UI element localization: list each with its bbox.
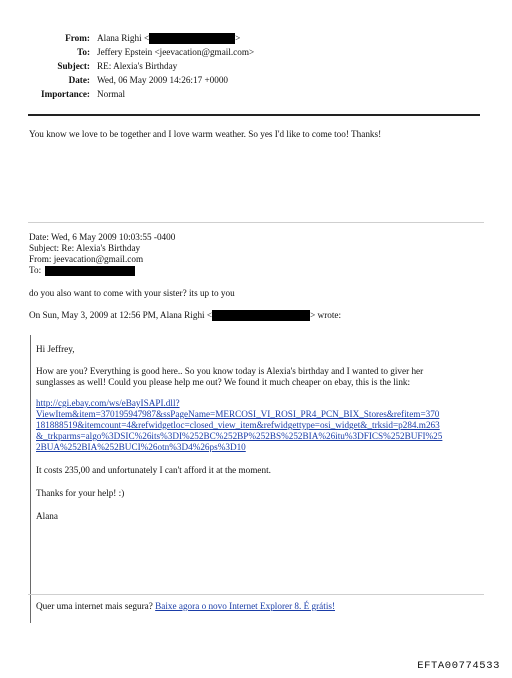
ad-line: Quer uma internet mais segura? Baixe agora o novo Internet Explorer 8. É grátis! [36,601,336,611]
quoted-divider [28,222,484,223]
wrote-line: On Sun, May 3, 2009 at 12:56 PM, Alana Righi < > wrote: [29,310,342,320]
header-divider [28,114,480,116]
header-from-value: Alana Righi < > [97,33,241,43]
cost-line: It costs 235,00 and unfortunately I can't afford it at the moment. [36,465,271,475]
header-subject-label: Subject: [57,61,90,71]
link-line[interactable]: &_trkparms=algo%3DSIC%26its%3DI%252BC%252BP%252BS%252BIA%26itu%3DFICS%252BUFI%25 [36,431,443,441]
greeting: Hi Jeffrey, [36,344,75,354]
header-subject-value: RE: Alexia's Birthday [97,61,178,71]
quoted-date: Date: Wed, 6 May 2009 10:03:55 -0400 [29,232,176,242]
header-importance-value: Normal [97,89,126,99]
link-line[interactable]: 2BUA%252BIA%252BUCI%26otn%3D4%26ps%3D10 [36,442,246,452]
quoted-body: do you also want to come with your sister? its up to you [29,288,235,298]
document-id: EFTA00774533 [417,660,500,672]
quoted-from: From: jeevacation@gmail.com [29,254,144,264]
ie8-download-link[interactable]: Baixe agora o novo Internet Explorer 8. É grátis! [155,601,336,611]
ad-divider [28,594,484,595]
quoted-to: To: [29,265,135,277]
reply-body: You know we love to be together and I love warm weather. So yes I'd like to come too! Thanks! [29,129,382,139]
link-line[interactable]: ViewItem&item=370195947987&ssPageName=MERCOSI_VI_ROSI_PR4_PCN_BIX_Stores&refitem=370 [36,409,440,419]
signature: Alana [36,511,58,521]
quoted-subject: Subject: Re: Alexia's Birthday [29,243,141,253]
header-importance-label: Importance: [41,89,90,99]
redaction-bar [149,33,235,44]
link-line[interactable]: 181888519&itemcount=4&refwidgetloc=closed_view_item&refwidgettype=osi_widget&_trksid=p284.m263 [36,420,440,430]
header-date-value: Wed, 06 May 2009 14:26:17 +0000 [97,75,229,85]
redaction-bar [45,266,135,276]
quote-bar [30,335,31,623]
header-from-label: From: [65,33,90,43]
thanks-line: Thanks for your help! :) [36,488,125,498]
header-to-value: Jeffery Epstein <jeevacation@gmail.com> [97,47,255,57]
header-date-label: Date: [68,75,90,85]
link-line[interactable]: http://cgi.ebay.com/ws/eBayISAPI.dll? [36,398,180,408]
paragraph-line: sunglasses as well! Could you please help me out? We found it much cheaper on ebay, this is the link: [36,377,411,387]
paragraph-line: How are you? Everything is good here.. So you know today is Alexia's birthday and I wanted to giver her [36,366,424,376]
header-to-label: To: [77,47,90,57]
redaction-bar [212,310,310,321]
